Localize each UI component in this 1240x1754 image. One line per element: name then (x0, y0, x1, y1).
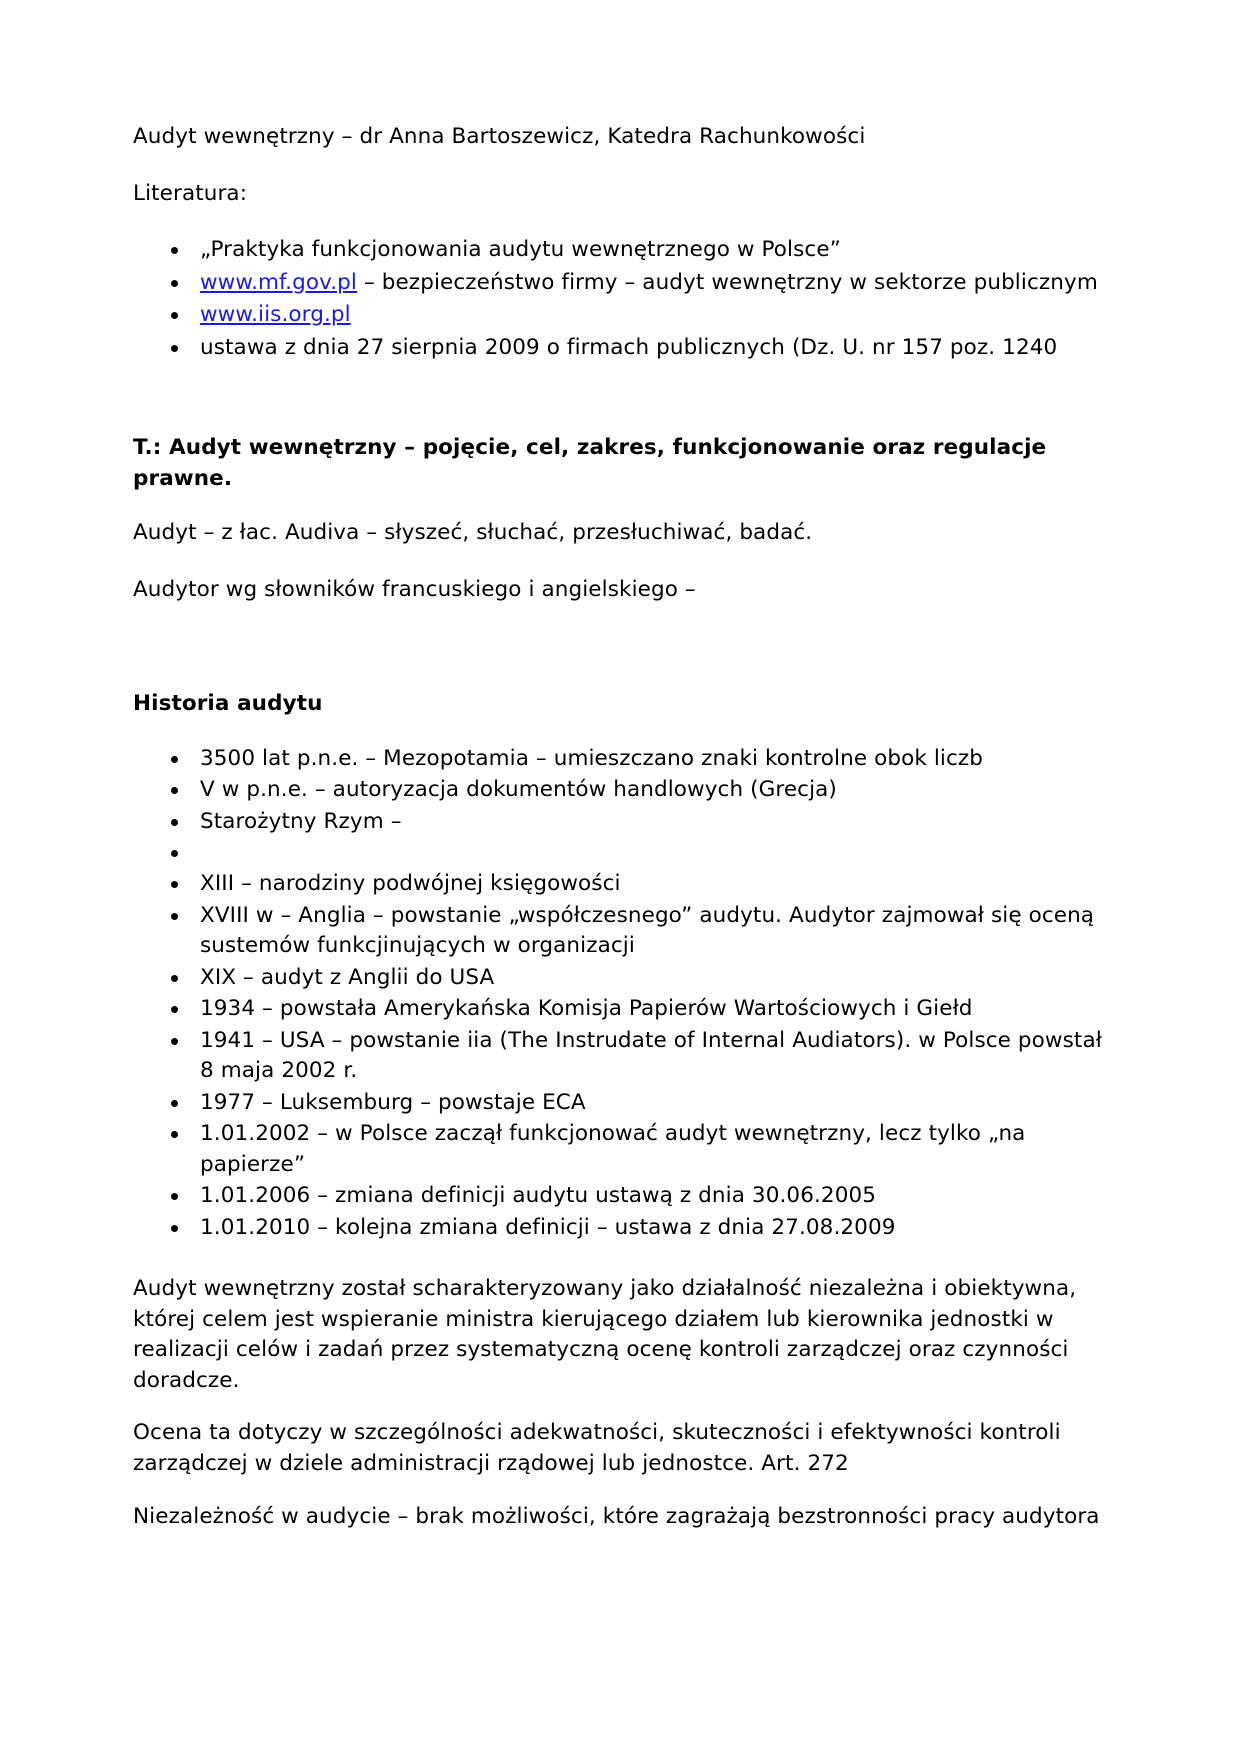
bullet-icon (171, 975, 178, 982)
bullet-icon (171, 280, 178, 287)
bullet-icon (171, 1131, 178, 1138)
list-item (133, 1119, 1105, 1180)
bullet-icon (171, 1038, 178, 1045)
history-item-text: XVIII w – Anglia – powstanie „współczesnego” audytu. Audytor zajmował się oceną sustemów funkcjinujących w organizacji (200, 902, 1095, 959)
bullet-icon (171, 345, 178, 352)
history-item-text: V w p.n.e. – autoryzacja dokumentów handlowych (Grecja) (200, 777, 837, 803)
bullet-icon (171, 1006, 178, 1013)
bullet-icon (171, 881, 178, 888)
definition-paragraph: Audyt – z łac. Audiva – słyszeć, słuchać, przesłuchiwać, badać. (133, 520, 813, 546)
list-item (133, 744, 1105, 775)
bullet-icon (171, 787, 178, 794)
literature-item-text (200, 300, 1105, 331)
bullet-icon (171, 1193, 178, 1200)
bullet-icon (171, 312, 178, 319)
history-item-text: 1.01.2010 – kolejna zmiana definicji – ustawa z dnia 27.08.2009 (200, 1214, 896, 1240)
history-item-text: 3500 lat p.n.e. – Mezopotamia – umieszczano znaki kontrolne obok liczb (200, 745, 984, 771)
bullet-icon (171, 819, 178, 826)
link-iis-org-pl[interactable]: www.iis.org.pl (200, 302, 351, 328)
list-item (133, 1181, 1105, 1212)
bullet-icon (171, 913, 178, 920)
list-item (133, 235, 1105, 266)
list-item (133, 994, 1105, 1025)
list-item-empty (133, 838, 1105, 868)
closing-paragraph-3: Niezależność w audycie – brak możliwości, które zagrażają bezstronności pracy audytora (133, 1503, 1100, 1529)
literature-label: Literatura: (133, 180, 248, 206)
literature-item-text (200, 268, 1105, 299)
closing-paragraph-1: Audyt wewnętrzny został scharakteryzowany jako działalność niezależna i obiektywna, której celem jest wspieranie ministra kierującego działem lub kierownika jednostki w realizacji celów i zadań przez systematyczną ocenę kontroli zarządczej oraz czynności doradcze. (133, 1276, 1077, 1393)
section-spacer (133, 365, 1105, 433)
topic-heading: T.: Audyt wewnętrzny – pojęcie, cel, zakres, funkcjonowanie oraz regulacje prawne. (133, 435, 1047, 491)
list-item (133, 775, 1105, 806)
history-item-text: 1934 – powstała Amerykańska Komisja Papierów Wartościowych i Giełd (200, 996, 973, 1022)
list-item (133, 807, 1105, 838)
literature-item-text: ustawa z dnia 27 sierpnia 2009 o firmach publicznych (Dz. U. nr 157 poz. 1240 (200, 334, 1058, 360)
section-spacer (133, 631, 1105, 689)
history-item-text: XIX – audyt z Anglii do USA (200, 964, 495, 990)
history-item-text: 1941 – USA – powstanie iia (The Instrudate of Internal Audiators). w Polsce powstał 8 maja 2002 r. (200, 1027, 1102, 1084)
link-mf-gov-pl[interactable]: www.mf.gov.pl (200, 269, 358, 295)
literature-list (133, 235, 1105, 363)
history-item-text: XIII – narodziny podwójnej księgowości (200, 871, 621, 897)
document-body (133, 122, 1105, 1532)
bullet-icon (171, 1100, 178, 1107)
bullet-icon (171, 756, 178, 763)
history-item-text: 1.01.2006 – zmiana definicji audytu ustawą z dnia 30.06.2005 (200, 1183, 877, 1209)
closing-paragraph-2: Ocena ta dotyczy w szczególności adekwatności, skuteczności i efektywności kontroli zarządczej w dziele administracji rządowej lub jednostce. Art. 272 (133, 1420, 1061, 1476)
list-item (133, 1213, 1105, 1244)
list-item (133, 1088, 1105, 1119)
list-item (133, 901, 1105, 962)
list-item (133, 268, 1105, 299)
history-item-text: 1977 – Luksemburg – powstaje ECA (200, 1089, 586, 1115)
history-list (133, 744, 1105, 1244)
list-item (133, 300, 1105, 331)
list-item (133, 963, 1105, 994)
list-item (133, 333, 1105, 364)
history-heading: Historia audytu (133, 691, 323, 717)
literature-item-suffix: – bezpieczeństwo firmy – audyt wewnętrzny w sektorze publicznym (357, 269, 1098, 295)
bullet-icon (171, 850, 178, 857)
bullet-icon (171, 247, 178, 254)
literature-item-text: „Praktyka funkcjonowania audytu wewnętrznego w Polsce” (200, 237, 841, 263)
list-item (133, 869, 1105, 900)
history-item-text: 1.01.2002 – w Polsce zaczął funkcjonować audyt wewnętrzny, lecz tylko „na papierze” (200, 1121, 1026, 1177)
section-spacer (133, 1244, 1105, 1274)
document-title-line: Audyt wewnętrzny – dr Anna Bartoszewicz, Katedra Rachunkowości (133, 124, 866, 149)
bullet-icon (171, 1225, 178, 1232)
auditor-paragraph: Audytor wg słowników francuskiego i angielskiego – (133, 576, 696, 602)
list-item (133, 1026, 1105, 1087)
history-item-text: Starożytny Rzym – (200, 808, 402, 834)
